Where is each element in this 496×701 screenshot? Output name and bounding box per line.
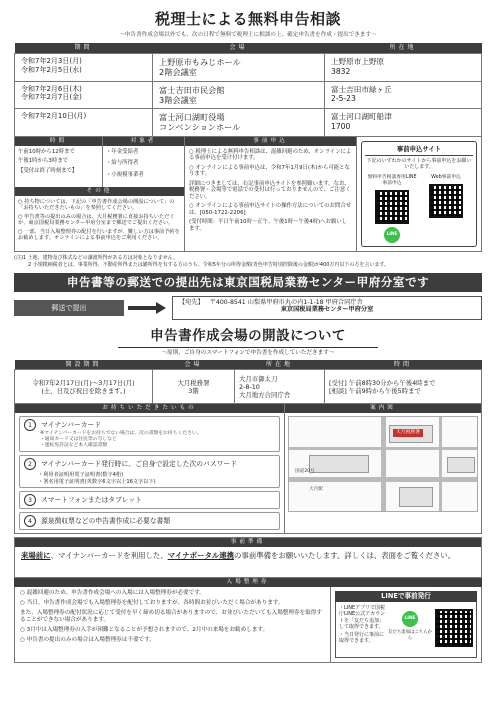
- note-text: ○ 一部、当日入場整理券の配付を行いますが、難しい方は事前予約をお勧めします。オンラインによる事前申込をご利用ください。: [18, 228, 180, 242]
- station-label: 大月駅: [309, 487, 323, 493]
- access-map: [288, 416, 478, 512]
- time-target-panel: [15, 137, 185, 251]
- entry-note: また、入場整理券の配付状況に応じて受付を早く締め切る場合がありますので、お並びいただいても入場整理券を取得することができない場合があります。: [20, 609, 322, 623]
- entry-note: ○ 申告書の提出のみの場合は入場整理券は不要です。: [20, 636, 155, 643]
- prep-emphasis: 来場前に: [21, 551, 51, 561]
- booking-note: ○ 税理士による無料申告相談は、混雑回避のため、オンラインによる事前申込を受け付けます。: [189, 148, 352, 162]
- col-header-venue: 会場: [153, 43, 325, 54]
- booking-note: 詳細につきましては、右記事前申込サイトを参照願います。なお、税務署・会場等で電話での受付は行っておりませんので、ご注意ください。: [189, 180, 351, 201]
- mail-row: [14, 296, 482, 320]
- other-header: その他: [15, 187, 184, 196]
- footnotes: [14, 255, 482, 269]
- booking-site-subtitle: 下記のいずれかのサイトから事前申込をお願いいたします。: [366, 157, 472, 170]
- line-booking-label: 無料申告相談専用LINE事前申込: [367, 175, 417, 187]
- prep-text-part: の事前準備をお願いいたします。詳しくは、表面をご覧ください。: [234, 551, 456, 561]
- time-header: 時間: [15, 137, 103, 146]
- booking-header: 事前申込: [185, 137, 356, 146]
- item-note: ※マイナンバーカードをお持ちでない場合は、次の書類をお持ちください。 ・通知カード又は住民票の写しなど ・運転免許証など本人確認書類: [40, 431, 202, 449]
- note-text: ○ 持ち物については、下記の「申告書作成会場の開設について」の「お持ちいただきたいもの」を参照してください。: [18, 198, 175, 212]
- map-header: 案内図: [285, 404, 481, 413]
- target-item: ・給与所得者: [106, 160, 139, 167]
- line-friend-qr-code[interactable]: [435, 609, 473, 647]
- booking-note: (受付時間：平日午前10時～正午、午後1時～午後4時)へお願いします。: [189, 219, 348, 233]
- prep-panel: [14, 537, 482, 578]
- period-cell: 令和7年2月17日(月)～3月17日(月) (土、日及び祝日を除きます。): [15, 370, 153, 404]
- bring-header: お持ちいただきたいもの: [15, 404, 284, 413]
- venue-cell: 大月税務署 3階: [153, 370, 235, 404]
- line-logo-icon: LINE: [402, 611, 418, 627]
- other-notes: [15, 196, 184, 247]
- section1-subtitle: ～申告書作成会場以外でも、次の日程で無料で税理士に相談の上、確定申告書を作成・提出できます～: [119, 31, 377, 38]
- item-number: 1: [24, 419, 36, 431]
- item-label: マイナンバーカード発行時に、ご自身で設定した次のパスワード: [41, 459, 238, 468]
- booking-site-title: 事前申込サイト: [365, 145, 473, 156]
- item-number: 2: [24, 458, 36, 470]
- map-road: [289, 447, 478, 450]
- target-item: ・小規模事業者: [106, 172, 144, 179]
- period-cell: 令和7年2月6日(木) 令和7年2月7日(金): [15, 81, 153, 109]
- section1-title: 税理士による無料申告相談: [154, 10, 341, 28]
- item-note: ・利用者証明用電子証明書(数字4桁) ・署名用電子証明書(英数字6文字以上16文字以下): [38, 472, 156, 485]
- address-prefix: 【宛先】: [179, 298, 204, 306]
- route-label: 国道20号: [295, 469, 315, 475]
- note-text: ○ 申告書等の提出のみの場合は、大月税務署に直接お持ちいただくか、東京国税局業務センター甲府分室まで郵送でご提出ください。: [18, 213, 175, 227]
- col-header-period: 期間: [15, 43, 153, 54]
- entry-note: ○ 3月中は入場整理券の入手が困難となることが予想されますので、2月中の来場をお勧めします。: [20, 626, 269, 633]
- target-header: 対象者: [103, 137, 184, 146]
- entry-header: 入場整理券: [14, 578, 482, 587]
- col-header-time: 時間: [325, 360, 482, 370]
- time-list: [15, 146, 103, 187]
- prep-header: 事前準備: [15, 538, 481, 547]
- venue-table: [14, 360, 482, 405]
- list-item: [19, 455, 280, 488]
- mail-banner: 申告書等の郵送での提出先は東京国税局業務センター甲府分室です: [14, 273, 482, 292]
- time-cell: [受付] 午前8時30分から午後4時まで [相談] 午前9時から午後5時まで: [325, 370, 482, 404]
- entry-panel: [14, 587, 482, 663]
- prep-emphasis: マイナポータル連携: [167, 551, 235, 561]
- line-issue-header: LINEで事前発行: [335, 591, 477, 602]
- map-building: [309, 455, 369, 473]
- schedule-table: [14, 43, 482, 137]
- bring-and-map: [14, 404, 482, 534]
- footnote-text: (注)1 土地、建物及び株式などの譲渡所得がある方は対象となりません。: [14, 255, 178, 262]
- line-note: ・LINEアプリで国税庁LINE公式アカウントを「友だち追加」して取得できます。: [339, 605, 386, 630]
- mail-label: 郵送で提出: [14, 300, 124, 316]
- col-header-address: 所在地: [235, 360, 325, 370]
- arrow-right-icon: [128, 301, 168, 315]
- item-number: 4: [24, 515, 36, 527]
- address-line: 〒400-8541 山梨県甲府市丸の内1-1-18 甲府合同庁舎: [209, 298, 363, 306]
- time-line: 午後1時から3時まで: [18, 158, 68, 165]
- list-item: [19, 491, 280, 509]
- table-row: [15, 54, 482, 82]
- line-qr-caption: 友だち追加はこちらから: [388, 630, 432, 641]
- col-header-venue: 会場: [153, 360, 235, 370]
- map-building: [399, 487, 433, 507]
- map-building: [447, 457, 475, 473]
- venue-cell: 富士河口湖町役場 コンベンションホール: [153, 109, 325, 137]
- section2-subtitle: ～原則、ご自身のスマートフォンで申告書を作成していただきます～: [161, 349, 335, 356]
- venue-cell: 富士吉田市民会館 3階会議室: [153, 81, 325, 109]
- mail-address: [172, 296, 482, 320]
- line-logo-icon: LINE: [384, 227, 400, 243]
- table-row: [15, 370, 482, 404]
- booking-panel: [185, 137, 357, 251]
- item-label: 源泉徴収票などの申告書作成に必要な書類: [41, 516, 171, 525]
- time-line: 午前10時から12時まで: [18, 148, 75, 155]
- address-cell: 大月市御太刀 2-8-10 大月地方合同庁舎: [235, 370, 325, 404]
- period-cell: 令和7年2月3日(月) 令和7年2月5日(水): [15, 54, 153, 82]
- office-marker: 大月税務署: [393, 429, 423, 437]
- list-item: [19, 512, 280, 530]
- entry-note: ○ 混雑回避のため、申告書作成会場への入場には入場整理券が必要です。: [20, 590, 205, 597]
- line-note: ・当日発行に事前に取得できます。: [339, 632, 385, 645]
- booking-note: ○ オンラインによる事前申込は、令和7年1月9日(木)から可能となります。: [189, 164, 350, 178]
- item-label: スマートフォンまたはタブレット: [41, 495, 142, 504]
- booking-site-panel: [357, 137, 481, 251]
- footnote-text: 2 小規模納税者とは、事業所得、不動産所得または雑所得を有する方のうち、令和5年分の所得金額(青色申告特別控除後の金額)が400万円以下の方を言います。: [28, 261, 390, 268]
- entry-note: ○ 当日、申告書作成会場でも入場整理券を配付しておりますが、各時間お並びいただく場合があります。: [20, 600, 284, 606]
- list-item: [19, 416, 280, 452]
- col-header-period: 開設期間: [15, 360, 153, 370]
- period-cell: 令和7年2月10日(月): [15, 109, 153, 137]
- venue-cell: 上野原市もみじホール 2階会議室: [153, 54, 325, 82]
- address-cell: 上野原市上野原 3832: [325, 54, 482, 82]
- bring-panel: [15, 404, 285, 533]
- target-list: [103, 146, 184, 187]
- line-issue-panel: [331, 587, 481, 662]
- table-row: [15, 81, 482, 109]
- prep-text: [15, 547, 481, 577]
- entry-notes: [15, 587, 331, 662]
- consult-details: [14, 137, 482, 252]
- time-line: 【受付は終了時刻まで】: [18, 168, 78, 175]
- prep-text-part: 、マイナンバーカードを利用した、: [50, 551, 168, 561]
- target-item: ・年金受給者: [106, 148, 139, 155]
- address-cell: 富士河口湖町船津 1700: [325, 109, 482, 137]
- map-road: [439, 417, 442, 512]
- item-number: 3: [24, 494, 36, 506]
- address-cell: 富士吉田市緑ヶ丘 2-5-23: [325, 81, 482, 109]
- map-panel: [285, 404, 481, 533]
- item-label: マイナンバーカード: [41, 420, 102, 429]
- address-recipient: 東京国税局業務センター甲府分室: [280, 306, 374, 314]
- line-booking-qr-code[interactable]: [375, 190, 409, 224]
- col-header-address: 所在地: [325, 43, 482, 54]
- web-booking-label: Web事前申込: [431, 175, 461, 181]
- table-row: [15, 109, 482, 137]
- web-booking-qr-code[interactable]: [429, 184, 463, 218]
- section2-title: 申告書作成会場の開設について: [118, 328, 378, 348]
- map-road: [381, 417, 386, 512]
- booking-note: ○ オンラインによる事前申込サイトの操作方法についてのお問合せは、[050-1722-2206]: [189, 203, 352, 217]
